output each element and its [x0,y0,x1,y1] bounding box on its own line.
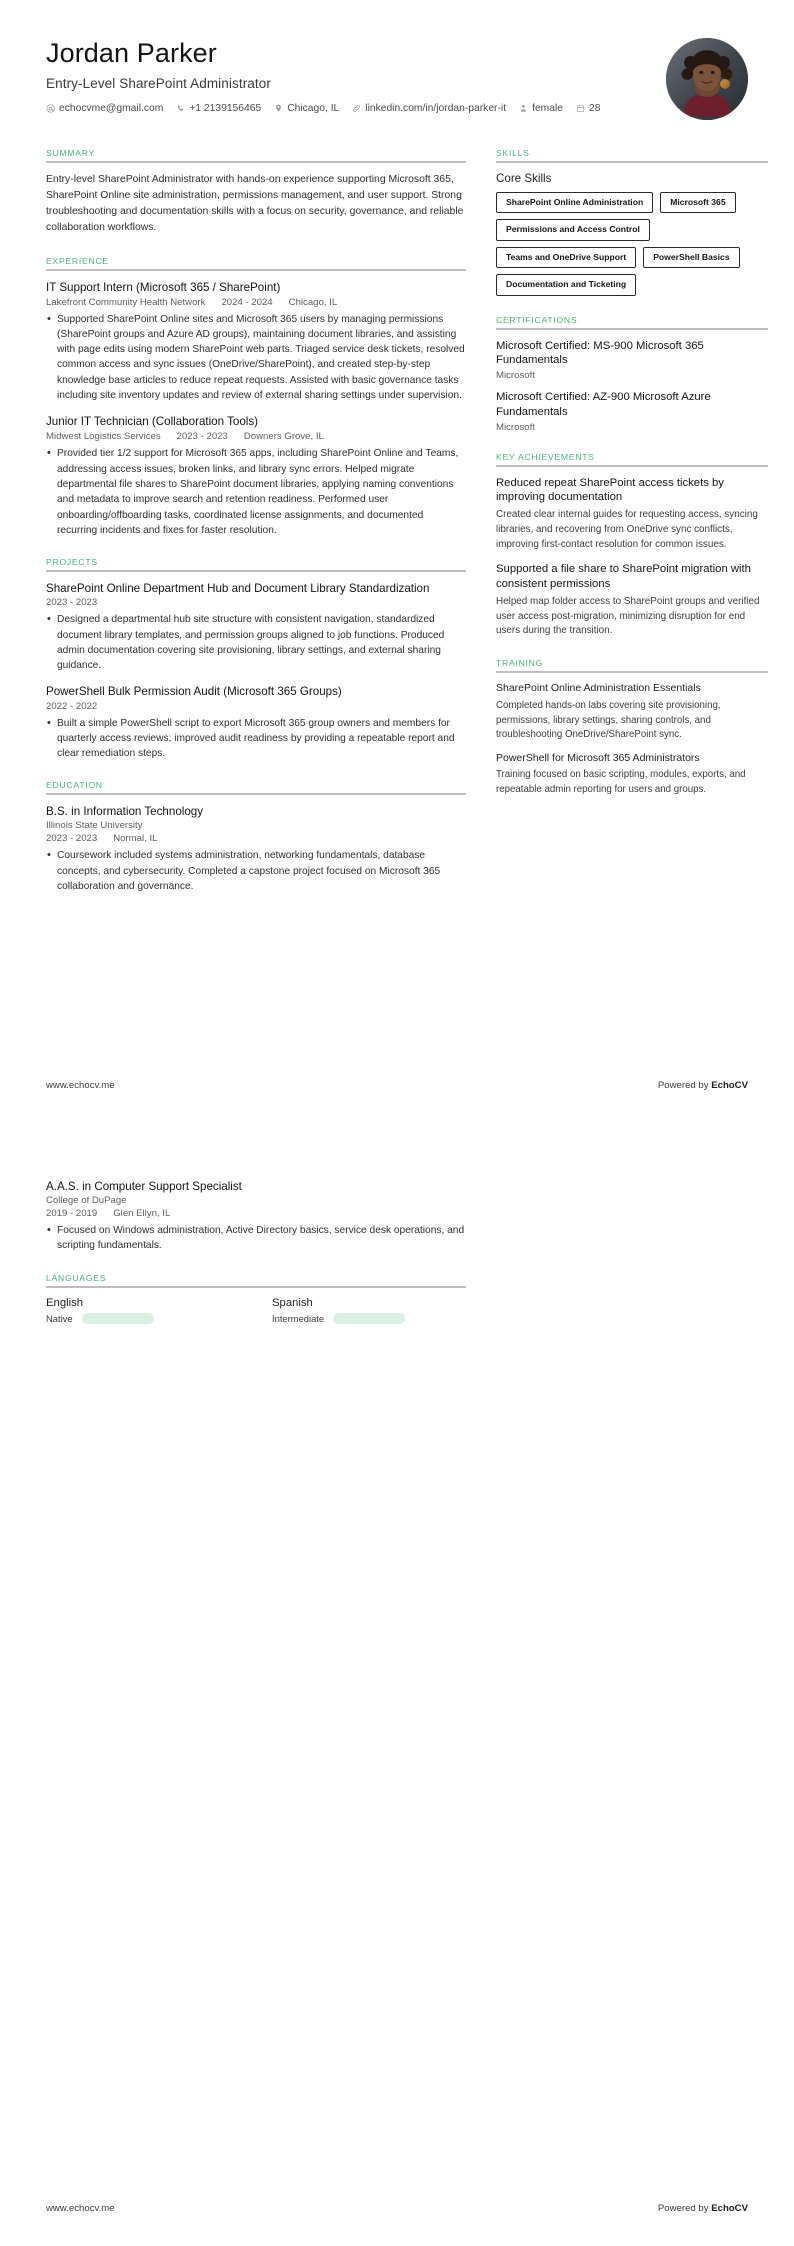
language-proficiency-bar [82,1313,154,1324]
footer-brand-name: EchoCV [711,1080,748,1091]
achievement-item [496,476,768,553]
certification-name: Microsoft Certified: AZ-900 Microsoft Azure Fundamentals [496,391,711,418]
contact-linkedin[interactable] [352,103,506,114]
section-skills [496,148,768,296]
training-title: PowerShell for Microsoft 365 Administrators [496,751,700,764]
skill-chip: Microsoft 365 [660,192,735,213]
page-footer [46,1080,748,1091]
contact-phone[interactable] [176,103,261,114]
certification-name: Microsoft Certified: MS-900 Microsoft 365 Fundamentals [496,339,704,367]
email-icon [46,104,55,113]
resume-header [46,34,748,126]
section-title-projects: PROJECTS [46,557,98,568]
experience-location: Chicago, IL [288,296,338,308]
page-title: Jordan Parker [46,38,217,68]
contact-gender-value: female [532,103,563,115]
section-certifications [496,315,768,433]
footer-brand [658,1080,748,1091]
project-bullets [46,612,466,673]
project-bullets [46,716,466,762]
achievement-title: Reduced repeat SharePoint access tickets by improving documentation [496,476,724,504]
project-title: PowerShell Bulk Permission Audit (Microsoft 365 Groups) [46,685,342,699]
skill-chip: PowerShell Basics [643,247,739,268]
divider [46,793,466,795]
education-location: Normal, IL [113,833,158,845]
contact-age [576,103,600,114]
footer-website[interactable]: www.echocv.me [46,1080,115,1091]
experience-title: IT Support Intern (Microsoft 365 / SharePoint) [46,280,281,294]
experience-bullets [46,446,466,538]
education-location: Glen Ellyn, IL [113,1208,171,1220]
training-item [496,682,768,742]
education-school: Illinois State University [46,820,143,832]
skills-chip-list [496,192,768,296]
language-level-row [272,1313,462,1324]
project-title: SharePoint Online Department Hub and Document Library Standardization [46,582,430,596]
experience-meta [46,297,466,308]
training-title: SharePoint Online Administration Essentials [496,682,701,695]
left-column-page2 [46,1179,466,1343]
section-title-experience: EXPERIENCE [46,255,109,266]
page-footer [46,2203,748,2214]
footer-website[interactable]: www.echocv.me [46,2203,115,2214]
avatar-portrait [666,38,748,120]
section-education [46,780,466,894]
contact-location-value: Chicago, IL [287,103,340,115]
footer-brand [658,2203,748,2214]
experience-title: Junior IT Technician (Collaboration Tools) [46,415,259,429]
education-school: College of DuPage [46,1195,127,1207]
section-training [496,658,768,797]
link-icon [352,104,361,113]
section-title-certifications: CERTIFICATIONS [496,314,578,325]
certification-issuer: Microsoft [496,421,535,433]
education-entry [46,804,466,894]
divider [46,1286,466,1288]
header-text-block [46,34,666,114]
education-degree: A.A.S. in Computer Support Specialist [46,1180,242,1193]
footer-powered-prefix: Powered by [657,2203,712,2214]
skill-chip: Teams and OneDrive Support [496,247,636,268]
divider [496,465,768,467]
resume-page-2 [0,1123,794,2246]
contact-location [274,103,339,114]
section-education-continued [46,1179,466,1254]
language-level: Native [46,1312,73,1324]
resume-columns [46,148,760,913]
language-level-row [46,1313,236,1324]
divider [46,269,466,271]
skills-group-label: Core Skills [496,172,552,185]
education-degree: B.S. in Information Technology [46,805,204,819]
section-title-key-achievements: KEY ACHIEVEMENTS [496,451,595,462]
education-meta [46,1208,466,1219]
list-item: • Coursework included systems administration, networking fundamentals, database concepts, and cybersecurity. Completed a capstone project focused on Microsoft 365 collaboration and governance. [46,848,466,894]
divider [46,161,466,163]
language-proficiency-bar [333,1313,405,1324]
experience-dates: 2024 - 2024 [221,296,273,308]
contact-linkedin-value: linkedin.com/in/jordan-parker-it [365,103,507,115]
education-entry [46,1179,466,1254]
summary-text: Entry-level SharePoint Administrator with hands-on experience supporting Microsoft 365, SharePoint Online site administration, permissions management, and user support. Strong troubleshooting and documentation skills with a focus on security, governance, and reliable collaboration workflows. [46,174,464,234]
list-item: • Supported SharePoint Online sites and Microsoft 365 users by managing permissions (SharePoint groups and Azure AD groups), maintaining document libraries, and assisting with page edits using modern SharePoint web parts. Triaged service desk tickets, resolved common access and sync issues (OneDrive/SharePoint), and created step-by-step knowledge base articles to reduce repeat requests. Assisted with basic governance tasks including site inventory updates and review of external sharing settings under supervision. [46,312,466,404]
language-level: Intermediate [272,1312,325,1324]
achievement-description: Created clear internal guides for requesting access, syncing libraries, and recovering from OneDrive sync conflicts, improving first-contact resolution for common issues. [496,508,758,550]
section-title-education: EDUCATION [46,780,103,791]
education-bullets [46,1223,466,1254]
experience-entry [46,280,466,404]
experience-dates: 2023 - 2023 [176,431,228,443]
section-projects [46,557,466,761]
certification-item [496,390,768,432]
education-dates: 2023 - 2023 [46,833,98,845]
section-experience [46,256,466,539]
section-summary [46,148,466,237]
training-description: Completed hands-on labs covering site provisioning, permissions, library settings, sharing controls, and troubleshooting OneDrive/SharePoint sync. [496,699,721,741]
project-dates: 2023 - 2023 [46,597,98,609]
avatar [666,38,748,120]
education-bullets [46,848,466,894]
contact-email-value: echocvme@gmail.com [59,103,164,115]
list-item: • Built a simple PowerShell script to export Microsoft 365 group owners and members for quarterly access reviews; improved audit readiness by providing a repeatable report and clear remediation steps. [46,716,466,762]
list-item: • Focused on Windows administration, Active Directory basics, service desk operations, and scripting fundamentals. [46,1223,466,1254]
language-name: English [46,1296,84,1309]
language-list [46,1297,466,1324]
person-icon [519,104,528,113]
divider [46,570,466,572]
list-item: • Designed a departmental hub site structure with consistent navigation, standardized document library templates, and permission groups aligned to job functions. Produced admin documentation covering site provisioning, library settings, and external sharing guidance. [46,612,466,673]
training-description: Training focused on basic scripting, modules, exports, and repeatable admin reporting for users and groups. [496,769,746,795]
experience-location: Downers Grove, IL [243,431,324,443]
contact-row [46,103,646,114]
job-title: Entry-Level SharePoint Administrator [46,76,271,92]
experience-org: Midwest Logistics Services [46,431,161,443]
footer-brand-name: EchoCV [711,2203,748,2214]
left-column [46,148,466,913]
phone-icon [176,104,185,113]
project-entry [46,581,466,673]
location-icon [274,104,283,113]
divider [496,328,768,330]
certification-item [496,339,768,381]
language-name: Spanish [272,1296,313,1309]
right-column-page2 [496,1179,768,1343]
list-item: • Provided tier 1/2 support for Microsoft 365 apps, including SharePoint Online and Teams, addressing access issues, broken links, and library sync errors. Helped migrate departmental file shares to SharePoint document libraries, applying naming conventions and metadata to improve search and retention readiness. Performed user onboarding/offboarding tasks, coordinated license assignments, and documented recurring incidents and fixes for faster resolution. [46,446,466,538]
experience-entry [46,414,466,538]
project-dates: 2022 - 2022 [46,700,98,712]
skill-chip: Documentation and Ticketing [496,274,636,295]
resume-columns-page2 [46,1179,748,1343]
language-item [46,1297,236,1324]
divider [496,161,768,163]
divider [496,671,768,673]
language-item [272,1297,462,1324]
contact-email[interactable] [46,103,163,114]
footer-powered-prefix: Powered by [657,1080,712,1091]
achievement-description: Helped map folder access to SharePoint groups and verified user access post-migration, minimizing disruption for end users during the transition. [496,595,760,637]
right-column [496,148,768,913]
achievement-item [496,562,768,639]
contact-phone-value: +1 2139156465 [189,103,262,115]
contact-gender [519,103,563,114]
experience-meta [46,431,466,442]
calendar-icon [576,104,585,113]
experience-bullets [46,312,466,404]
section-title-skills: SKILLS [496,148,530,158]
certification-issuer: Microsoft [496,370,535,382]
experience-org: Lakefront Community Health Network [46,296,206,308]
project-entry [46,684,466,761]
contact-age-value: 28 [588,103,601,115]
education-meta [46,833,466,844]
education-dates: 2019 - 2019 [46,1208,98,1220]
section-key-achievements [496,452,768,640]
skill-chip: Permissions and Access Control [496,219,650,240]
section-title-languages: LANGUAGES [46,1272,107,1283]
section-languages [46,1273,466,1324]
training-item [496,752,768,798]
achievement-title: Supported a file share to SharePoint migration with consistent permissions [496,563,751,591]
skill-chip: SharePoint Online Administration [496,192,653,213]
section-title-summary: SUMMARY [46,148,96,158]
section-title-training: TRAINING [496,658,544,669]
